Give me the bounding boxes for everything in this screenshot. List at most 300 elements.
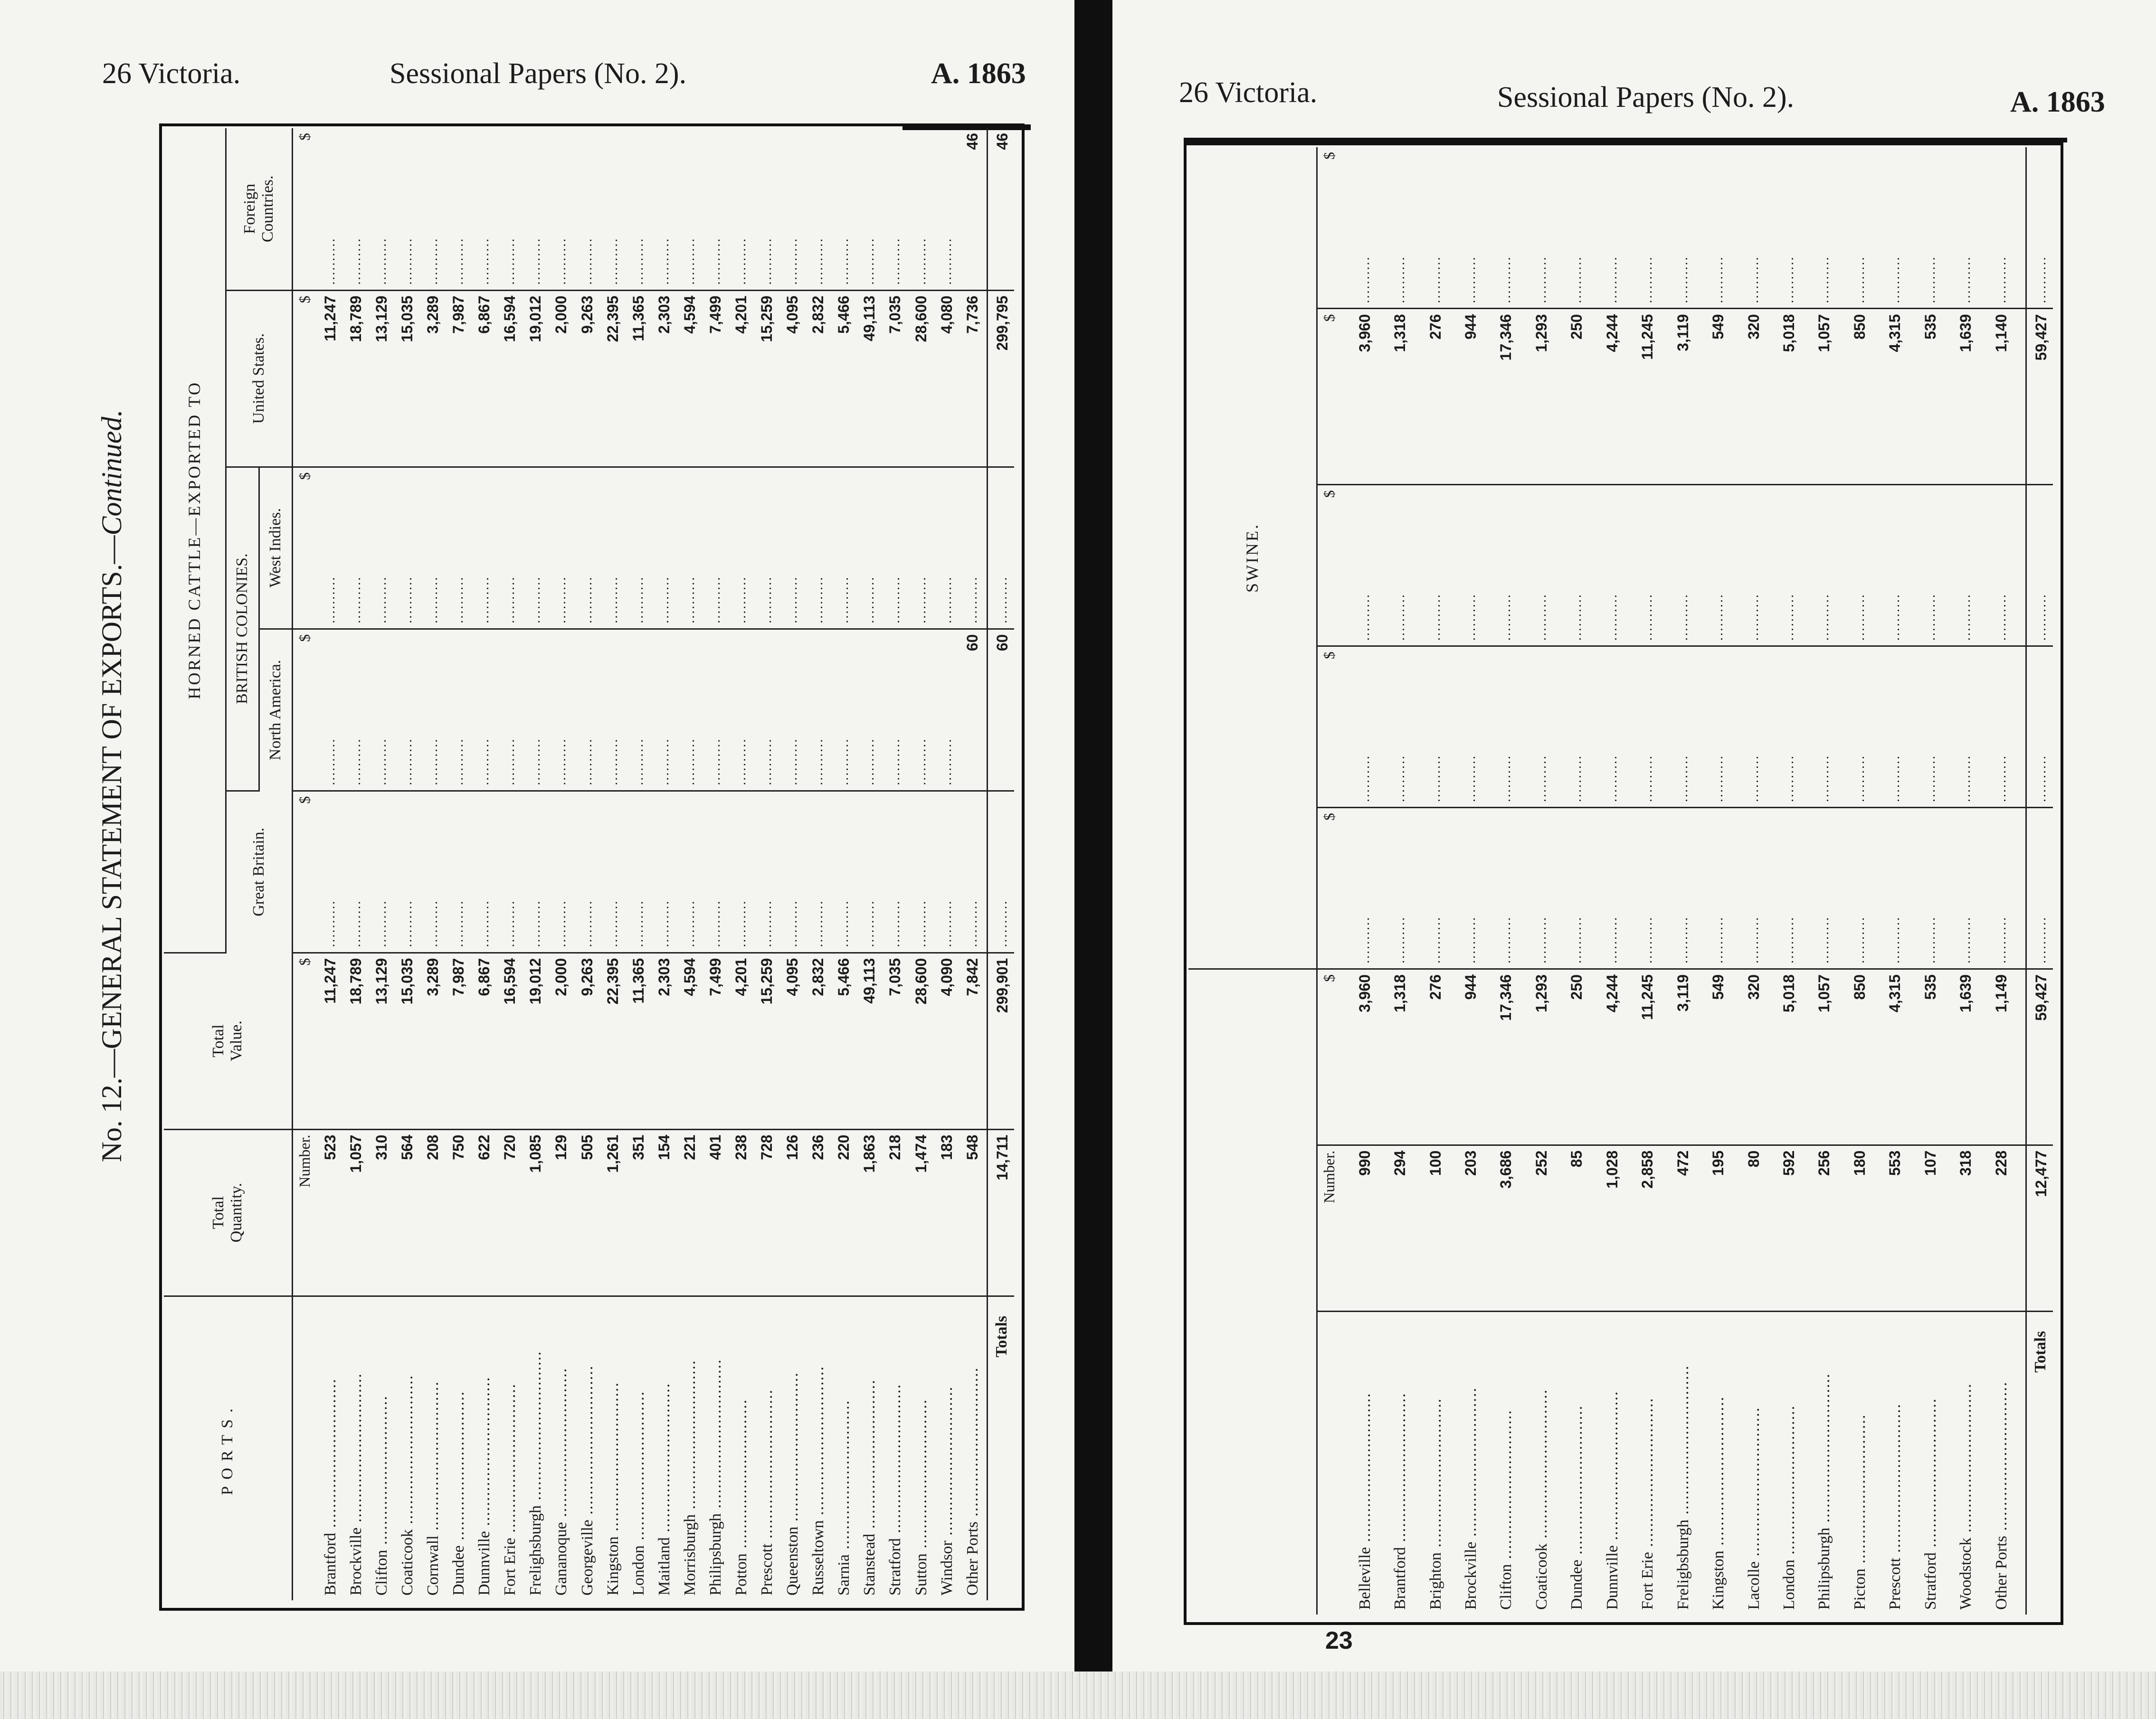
dot-leader: .............................. [1426,1398,1444,1553]
quantity-cell: 564 [396,1129,421,1296]
table-row [832,128,858,1600]
value-cell: 15,259 [755,953,781,1129]
great-britain-cell-leader: .......... [935,791,961,953]
port-name: London .............................. [1780,1405,1798,1610]
great-britain-cell-leader: .......... [678,791,704,953]
west-indies-cell-leader: .......... [678,467,704,629]
value-cell: 3,119 [1672,969,1707,1145]
value-cell: 4,315 [1883,969,1919,1145]
great-britain-cell-leader: .......... [1742,808,1777,969]
great-britain-cell-leader: .......... [319,791,344,953]
value-cell: 15,035 [396,953,421,1129]
value-cell: 28,600 [910,953,935,1129]
north-america-cell-leader: .......... [576,629,601,791]
great-britain-cell-leader: .......... [447,791,473,953]
totals-quantity: 14,711 [988,1129,1015,1296]
dot-leader: .............................. [1815,1373,1833,1528]
quantity-cell: 183 [935,1129,961,1296]
great-britain-cell-leader: .......... [1813,808,1848,969]
quantity-cell: 592 [1777,1145,1813,1311]
port-name: Maitland .............................. [655,1382,673,1596]
north-america-cell-leader: .......... [1353,646,1388,808]
foreign-cell-leader: .......... [755,128,781,290]
united-states-cell: 2,832 [807,290,832,467]
great-britain-cell-leader: .......... [344,791,370,953]
great-britain-cell-leader: .......... [421,791,447,953]
great-britain-cell-leader: .......... [1954,808,1989,969]
swine-table-rotated [1188,147,2053,1615]
great-britain-cell-leader: .......... [1565,808,1600,969]
quantity-cell: 3,686 [1494,1145,1529,1311]
dot-leader: .............................. [655,1382,673,1538]
table-row [550,128,575,1600]
north-america-cell-leader: .......... [910,629,935,791]
totals-great-britain: .......... [988,791,1015,953]
dot-leader: .............................. [1603,1390,1621,1546]
great-britain-cell-leader: .......... [730,791,755,953]
foreign-cell-leader: .......... [498,128,524,290]
value-cell: 1,057 [1813,969,1848,1145]
west-indies-cell-leader: .......... [1777,485,1813,646]
foreign-cell-leader: .......... [832,128,858,290]
west-indies-cell-leader: .......... [319,467,344,629]
north-america-cell-leader: .......... [1707,646,1742,808]
table-row [807,128,832,1600]
table-row [730,128,755,1600]
north-america-cell-leader: .......... [473,629,498,791]
quantity-cell: 238 [730,1129,755,1296]
foreign-cell-leader: .......... [883,128,909,290]
value-cell: 276 [1424,969,1459,1145]
total-value-header [164,953,292,1129]
value-cell: 4,244 [1601,969,1636,1145]
value-cell: 6,867 [473,953,498,1129]
quantity-cell: 1,863 [858,1129,883,1296]
value-cell: 1,318 [1388,969,1424,1145]
north-america-cell-leader: .......... [396,629,421,791]
port-name: Sutton .............................. [912,1398,930,1596]
united-states-cell: 1,140 [1990,309,2026,485]
dot-leader: .............................. [372,1395,390,1550]
quantity-cell: 553 [1883,1145,1919,1311]
port-name: Fort Erie .............................. [501,1383,519,1596]
west-indies-cell-leader: .......... [524,467,550,629]
west-indies-cell-leader: .......... [627,467,653,629]
great-britain-cell-leader: .......... [832,791,858,953]
value-cell: 11,365 [627,953,653,1129]
table-row [1848,147,1883,1615]
great-britain-cell-leader: .......... [1672,808,1707,969]
west-indies-header: West Indies. [259,467,292,629]
swine-blank-header [1188,969,1317,1615]
foreign-cell-leader: .......... [1353,147,1388,309]
value-cell: 4,095 [781,953,807,1129]
totals-foreign: 46 [988,128,1015,290]
united-states-cell: 4,594 [678,290,704,467]
united-states-cell: 276 [1424,309,1459,485]
port-name: Woodstock .............................. [1957,1383,1975,1610]
north-america-cell-leader: .......... [858,629,883,791]
great-britain-cell-leader: .......... [1494,808,1529,969]
foreign-cell-leader: .......... [781,128,807,290]
value-cell: 11,245 [1636,969,1671,1145]
west-indies-cell-leader: .......... [1388,485,1424,646]
united-states-cell: 535 [1919,309,1954,485]
quantity-cell: 472 [1672,1145,1707,1311]
foreign-cell-leader: .......... [1672,147,1707,309]
totals-united-states: 299,795 [988,290,1015,467]
dot-leader: .............................. [758,1388,776,1544]
table-row [473,128,498,1600]
north-america-cell-leader: .......... [1636,646,1671,808]
table-row [1424,147,1459,1615]
totals-row [2026,147,2053,1615]
port-name: Dunnville .............................. [475,1376,494,1596]
unit-dollar: $ [1317,309,1353,485]
foreign-cell-leader: .......... [550,128,575,290]
north-america-header: North America. [259,629,292,791]
united-states-header: United States. [226,290,292,467]
quantity-cell: 100 [1424,1145,1459,1311]
north-america-cell-leader: .......... [1990,646,2026,808]
port-name: Russeltown .............................. [809,1365,827,1596]
table-row [1883,147,1919,1615]
quantity-cell: 252 [1530,1145,1565,1311]
north-america-cell-leader: .......... [1883,646,1919,808]
foreign-cell-leader: .......... [1990,147,2026,309]
great-britain-cell-leader: .......... [781,791,807,953]
north-america-cell-leader: .......... [344,629,370,791]
great-britain-cell-leader: .......... [1777,808,1813,969]
quantity-cell: 154 [653,1129,678,1296]
unit-dollar: $ [1317,969,1353,1145]
unit-dollar: $ [292,791,319,953]
north-america-cell-leader: .......... [1954,646,1989,808]
table-row [447,128,473,1600]
united-states-cell: 15,035 [396,290,421,467]
united-states-cell: 9,263 [576,290,601,467]
quantity-cell: 80 [1742,1145,1777,1311]
table-row [396,128,421,1600]
dot-leader: .............................. [886,1383,904,1539]
value-cell: 16,594 [498,953,524,1129]
west-indies-cell-leader: .......... [1813,485,1848,646]
value-cell: 4,201 [730,953,755,1129]
united-states-cell: 5,466 [832,290,858,467]
great-britain-cell-leader: .......... [627,791,653,953]
west-indies-cell-leader: .......... [1424,485,1459,646]
table-row [1353,147,1388,1615]
quantity-cell: 236 [807,1129,832,1296]
unit-dollar: $ [292,953,319,1129]
totals-label: Totals [988,1296,1015,1600]
dot-leader: .............................. [963,1367,981,1522]
header-session: 26 Victoria. [1179,76,1318,109]
foreign-cell-leader: .......... [653,128,678,290]
north-america-cell-leader: .......... [370,629,396,791]
great-britain-cell-leader: .......... [550,791,575,953]
dot-leader: .............................. [424,1380,442,1536]
port-name: Dundee .............................. [1568,1405,1586,1610]
table-row [498,128,524,1600]
north-america-cell-leader: .......... [319,629,344,791]
dot-leader: .............................. [1886,1403,1904,1558]
quantity-cell: 220 [832,1129,858,1296]
dot-leader: .............................. [321,1378,339,1533]
foreign-cell-leader: .......... [1919,147,1954,309]
totals-value: 59,427 [2026,969,2053,1145]
quantity-cell: 107 [1919,1145,1954,1311]
north-america-cell-leader: .......... [1459,646,1494,808]
port-name: Prescott .............................. [758,1388,776,1596]
foreign-cell-leader: .......... [1459,147,1494,309]
north-america-cell-leader: .......... [1494,646,1529,808]
unit-dollar: $ [1317,485,1353,646]
port-name: Morrisburgh .............................. [681,1360,699,1596]
north-america-cell-leader: .......... [1742,646,1777,808]
value-cell: 7,987 [447,953,473,1129]
port-name: Sarnia .............................. [835,1399,853,1596]
port-name: London .............................. [629,1390,647,1596]
british-colonies-header: BRITISH COLONIES. [226,467,259,791]
quantity-cell: 548 [961,1129,988,1296]
dot-leader: .............................. [1957,1383,1975,1538]
table-row [935,128,961,1600]
table-row [1707,147,1742,1615]
total-quantity-header-line1: Total [209,1196,228,1229]
dot-leader: .............................. [1851,1414,1869,1569]
table-row [1672,147,1707,1615]
west-indies-cell-leader: .......... [961,467,988,629]
table-row [678,128,704,1600]
west-indies-cell-leader: .......... [1883,485,1919,646]
west-indies-cell-leader: .......... [910,467,935,629]
port-name: Coaticook .............................. [1532,1388,1550,1610]
total-quantity-header-line2: Quantity. [228,1183,246,1243]
value-cell: 19,012 [524,953,550,1129]
north-america-cell-leader: .......... [1848,646,1883,808]
north-america-cell-leader: .......... [524,629,550,791]
header-year: A. 1863 [931,57,1026,90]
totals-value: 299,901 [988,953,1015,1129]
quantity-cell: 1,057 [344,1129,370,1296]
port-name: Frelighsburgh .............................. [527,1351,545,1596]
value-cell: 535 [1919,969,1954,1145]
north-america-cell-leader: .......... [832,629,858,791]
west-indies-cell-leader: .......... [1494,485,1529,646]
west-indies-cell-leader: .......... [1672,485,1707,646]
foreign-cell-leader: .......... [1565,147,1600,309]
cattle-body [292,128,988,1600]
west-indies-cell-leader: .......... [550,467,575,629]
united-states-cell: 13,129 [370,290,396,467]
united-states-cell: 944 [1459,309,1494,485]
great-britain-cell-leader: .......... [576,791,601,953]
great-britain-cell-leader: .......... [370,791,396,953]
port-name: Other Ports .............................. [1992,1381,2010,1610]
header-sessional-papers: Sessional Papers (No. 2). [1497,81,1795,113]
value-cell: 850 [1848,969,1883,1145]
west-indies-cell-leader: .......... [344,467,370,629]
united-states-cell: 250 [1565,309,1600,485]
united-states-cell: 3,289 [421,290,447,467]
units-row [292,128,319,1600]
header-session: 26 Victoria. [102,57,241,90]
dot-leader: .............................. [1780,1405,1798,1560]
value-cell: 7,499 [704,953,730,1129]
foreign-cell-leader: .......... [1424,147,1459,309]
dot-leader: .............................. [681,1360,699,1514]
west-indies-cell-leader: .......... [704,467,730,629]
north-america-cell-leader: .......... [730,629,755,791]
table-row [781,128,807,1600]
west-indies-cell-leader: .......... [396,467,421,629]
foreign-cell-leader: .......... [910,128,935,290]
foreign-cell-leader: .......... [524,128,550,290]
north-america-cell-leader: .......... [807,629,832,791]
port-name: Prescott .............................. [1886,1403,1904,1610]
quantity-cell: 180 [1848,1145,1883,1311]
west-indies-cell-leader: .......... [807,467,832,629]
foreign-cell-leader: .......... [1883,147,1919,309]
table-row [1990,147,2026,1615]
quantity-cell: 228 [1990,1145,2026,1311]
value-cell: 4,090 [935,953,961,1129]
value-cell: 18,789 [344,953,370,1129]
value-cell: 11,247 [319,953,344,1129]
west-indies-cell-leader: .......... [1954,485,1989,646]
foreign-cell-leader: .......... [1777,147,1813,309]
dot-leader: .............................. [912,1398,930,1554]
ports-header: PORTS. [164,1296,292,1600]
dot-leader: .............................. [835,1399,853,1555]
great-britain-cell-leader: .......... [1459,808,1494,969]
quantity-cell: 203 [1459,1145,1494,1311]
great-britain-cell-leader: .......... [910,791,935,953]
west-indies-cell-leader: .......... [653,467,678,629]
united-states-cell: 4,315 [1883,309,1919,485]
binding-gutter [1074,0,1112,1719]
table-row [1742,147,1777,1615]
dot-leader: .............................. [629,1390,647,1546]
north-america-cell-leader: .......... [678,629,704,791]
great-britain-header: Great Britain. [226,791,292,953]
table-row [1459,147,1494,1615]
unit-dollar: $ [292,629,319,791]
great-britain-cell-leader: .......... [1601,808,1636,969]
statement-title-main: No. 12.—GENERAL STATEMENT OF EXPORTS.— [96,535,127,1162]
quantity-cell: 750 [447,1129,473,1296]
quantity-cell: 401 [704,1129,730,1296]
north-america-cell-leader: .......... [781,629,807,791]
table-row [627,128,653,1600]
unit-number: Number. [292,1129,319,1296]
united-states-cell: 3,960 [1353,309,1388,485]
quantity-cell: 195 [1707,1145,1742,1311]
dot-leader: .............................. [1462,1387,1480,1542]
value-cell: 22,395 [601,953,627,1129]
united-states-cell: 1,057 [1813,309,1848,485]
port-name: Brantford .............................. [321,1378,339,1596]
swine-heading: SWINE. [1188,147,1317,969]
united-states-cell: 17,346 [1494,309,1529,485]
west-indies-cell-leader: .......... [1990,485,2026,646]
value-cell: 1,639 [1954,969,1989,1145]
dot-leader: .............................. [398,1374,416,1530]
great-britain-cell-leader: .......... [396,791,421,953]
table-row [653,128,678,1600]
value-cell: 944 [1459,969,1494,1145]
west-indies-cell-leader: .......... [447,467,473,629]
port-name: Freligbsburgh .............................. [1674,1365,1692,1610]
united-states-cell: 1,639 [1954,309,1989,485]
statement-title-continued: Continued. [96,409,127,536]
united-states-cell: 4,201 [730,290,755,467]
west-indies-cell-leader: .......... [832,467,858,629]
foreign-cell-leader: .......... [319,128,344,290]
north-america-cell-leader: .......... [550,629,575,791]
quantity-cell: 990 [1353,1145,1388,1311]
value-cell: 13,129 [370,953,396,1129]
quantity-cell: 351 [627,1129,653,1296]
port-name: Potton .............................. [732,1398,750,1596]
value-cell: 17,346 [1494,969,1529,1145]
west-indies-cell-leader: .......... [883,467,909,629]
west-indies-cell-leader: .......... [1530,485,1565,646]
dot-leader: .............................. [1745,1407,1763,1562]
quantity-cell: 221 [678,1129,704,1296]
foreign-cell-leader: .......... [1954,147,1989,309]
table-row [601,128,627,1600]
great-britain-cell-leader: .......... [473,791,498,953]
quantity-cell: 218 [883,1129,909,1296]
foreign-cell-leader: .......... [1601,147,1636,309]
quantity-cell: 523 [319,1129,344,1296]
foreign-cell-leader: .......... [935,128,961,290]
great-britain-cell-leader: .......... [653,791,678,953]
west-indies-cell-leader: .......... [730,467,755,629]
foreign-cell-leader: .......... [1848,147,1883,309]
cattle-table-rotated [164,128,1014,1600]
port-name: Kingston .............................. [1710,1396,1728,1610]
north-america-cell-leader: .......... [935,629,961,791]
port-name: Windsor .............................. [938,1386,956,1596]
port-name: Lacolle .............................. [1745,1407,1763,1610]
quantity-cell: 129 [550,1129,575,1296]
table-row [1636,147,1671,1615]
table-row [1530,147,1565,1615]
united-states-cell: 15,259 [755,290,781,467]
north-america-cell-leader: .......... [1424,646,1459,808]
north-america-cell-leader: .......... [653,629,678,791]
great-britain-cell-leader: .......... [1707,808,1742,969]
north-america-cell-leader: .......... [1813,646,1848,808]
north-america-cell-leader: .......... [1530,646,1565,808]
west-indies-cell-leader: .......... [601,467,627,629]
dot-leader: .............................. [578,1365,596,1520]
table-row [576,128,601,1600]
foreign-cell-leader: .......... [447,128,473,290]
west-indies-cell-leader: .......... [1707,485,1742,646]
value-cell: 5,466 [832,953,858,1129]
foreign-cell-leader: .......... [807,128,832,290]
foreign-cell-leader: .......... [1388,147,1424,309]
great-britain-cell-leader: .......... [524,791,550,953]
dot-leader: .............................. [552,1367,570,1522]
dot-leader: .............................. [938,1386,956,1541]
dot-leader: .............................. [527,1351,545,1505]
dot-leader: .............................. [1497,1409,1515,1564]
